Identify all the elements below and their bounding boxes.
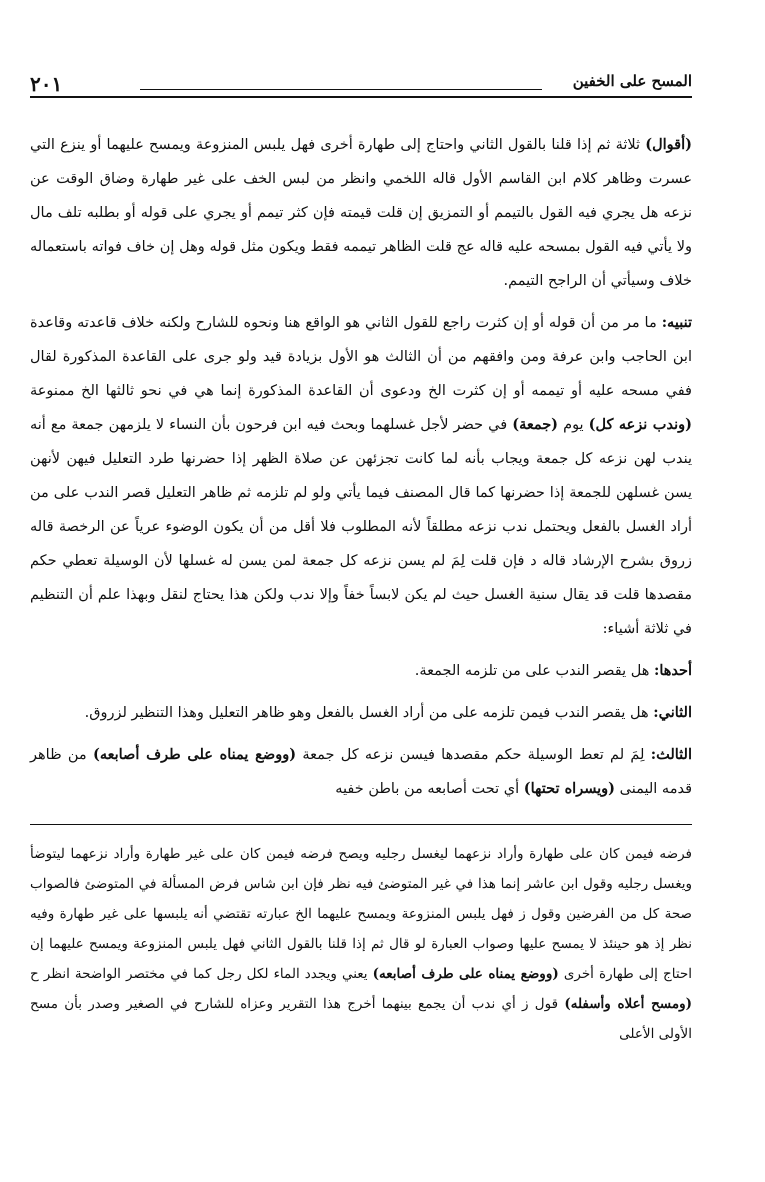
footnote-text: قول ز أي ندب أن يجمع بينهما أخرج هذا التقرير وعزاه للشارح في الصغير وصدر بأن مسح الأولى الأعلى (30, 996, 692, 1042)
footnote-paragraph (30, 839, 692, 1049)
paragraph-text: في حضر لأجل غسلهما وبحث فيه ابن فرحون بأن النساء لا يلزمهن جمعة مع أنه يندب لهن نزعه كل جمعة ويجاب بأنه لما كانت تجزئهن عن صلاة الظهر إذا حضرنها طرد التعليل فيهن لأنهن يسن غسلهن للجمعة إذا حضرنها كما قال المصنف فيما يأتي ولو لم تلزمه ثم ظاهر التعليل قصر الندب على من أراد الغسل بالفعل ويحتمل ندب نزعه مطلقاً لأنه المطلوب فلا أقل من أن يكون الوضوء عرياً عن الرخصة قاله زروق بشرح الإرشاد قاله د فإن قلت لِمَ لم يسن نزعه كل جمعة لمن يسن له غسلها لأن الوسيلة تعطي حكم مقصدها قلت قد يقال سنية الغسل حيث لم يكن لابساً خفاً وإلا ندب ولكن هذا يحتاج لنقل وبهذا علم أن التنظيم في ثلاثة أشياء: (30, 417, 692, 637)
header-rule (140, 89, 542, 90)
paragraph-text: لِمَ لم تعط الوسيلة حكم مقصدها فيسن نزعه كل جمعة (296, 747, 651, 763)
footnote-text: فرضه فيمن كان على طهارة وأراد نزعهما ليغسل رجليه ويصح فرضه فيمن كان على غير طهارة وأراد نزعهما ليتوضأ ويغسل رجليه وقول ابن عاشر إنما هذا في غير المتوضئ فيه نظر فإن ابن شاس فرض المسألة في المتوضئ فالصواب صحة كل من الفرضين وقول ز فهل يلبس المنزوعة ويمسح عليهما الخ عبارته تقتضي أنه يلبسها على غير طهارة وفيه نظر إذ هو حينئذ لا يمسح عليها وصواب العبارة لو قال ثم إذا قلنا بالقول الثاني فهل يلبس المنزوعة ويمسح عليهما إن احتاج إلى طهارة أخرى (30, 846, 692, 982)
paragraph-text: من ظاهر قدمه اليمنى (30, 747, 692, 797)
bold-term: (ومسح أعلاه وأسفله) (564, 996, 692, 1012)
bold-term: (أقوال) (645, 136, 692, 153)
paragraph-aqwal (30, 128, 692, 298)
page-number: ٢٠١ (30, 72, 63, 96)
section-label: الثالث: (650, 746, 692, 763)
bold-term: (ووضع يمناه على طرف أصابعه) (92, 746, 297, 763)
page-header (30, 60, 692, 98)
section-label: تنبيه: (661, 314, 692, 331)
paragraph-text: أي تحت أصابعه من باطن خفيه (335, 781, 524, 797)
paragraph-text: يوم (558, 417, 589, 433)
paragraph-tanbih (30, 306, 692, 646)
paragraph-text: ما مر من أن قوله أو إن كثرت راجع للقول الثاني هو الواقع هنا ونحوه للشارح ولكنه خلاف قاعدته وقاعدة ابن الحاجب وابن عرفة ومن وافقهم من أن الثالث هو الأول بزيادة قيد ولو جرى على القاعدة المذكورة لقال ففي مسحه عليه أو تيممه أو إن كثرت الخ ودعوى أن القاعدة المذكورة إنما هي في نحو ثالثها الخ ممنوعة (30, 315, 692, 399)
section-label: أحدها: (653, 662, 692, 679)
paragraph-text: ثلاثة ثم إذا قلنا بالقول الثاني واحتاج إلى طهارة أخرى فهل يلبس المنزوعة ويمسح عليهما أو ينزع التي عسرت وظاهر كلام ابن القاسم الأول قاله اللخمي وانظر من لبس الخف على غير طهارة وضاق الوقت عن نزعه هل يجري فيه القول بالتيمم أو التمزيق إن قلت قيمته فإن كثر تيمم أو يجري على قوله أو بطلبه تلف مال ولا يأتي فيه القول بمسحه عليه قاله عج قلت الظاهر تيممه فقط ويكون مثل قوله وهل إن خاف فواته باستعماله خلاف وسيأتي أن الراجح التيمم. (30, 137, 692, 289)
paragraph-text: هل يقصر الندب على من تلزمه الجمعة. (414, 663, 654, 679)
section-label: الثاني: (653, 704, 692, 721)
footnote-text: يعني ويجدد الماء لكل رجل كما في مختصر الواضحة انظر ح (30, 966, 373, 982)
footnote-separator (30, 824, 692, 825)
footnote (30, 839, 692, 1049)
paragraph-third (30, 738, 692, 806)
paragraph-text: هل يقصر الندب فيمن تلزمه على من أراد الغسل بالفعل وهو ظاهر التعليل وهذا التنظير لزروق. (84, 705, 654, 721)
bold-term: (ويسراه تحتها) (523, 780, 616, 797)
main-text (30, 128, 692, 806)
book-page (30, 60, 692, 1049)
bold-term: (جمعة) (512, 416, 559, 433)
paragraph-first (30, 654, 692, 688)
bold-term: (وندب نزعه كل) (588, 416, 692, 433)
running-title: المسح على الخفين (572, 72, 692, 90)
paragraph-second (30, 696, 692, 730)
bold-term: (ووضع يمناه على طرف أصابعه) (372, 966, 559, 982)
